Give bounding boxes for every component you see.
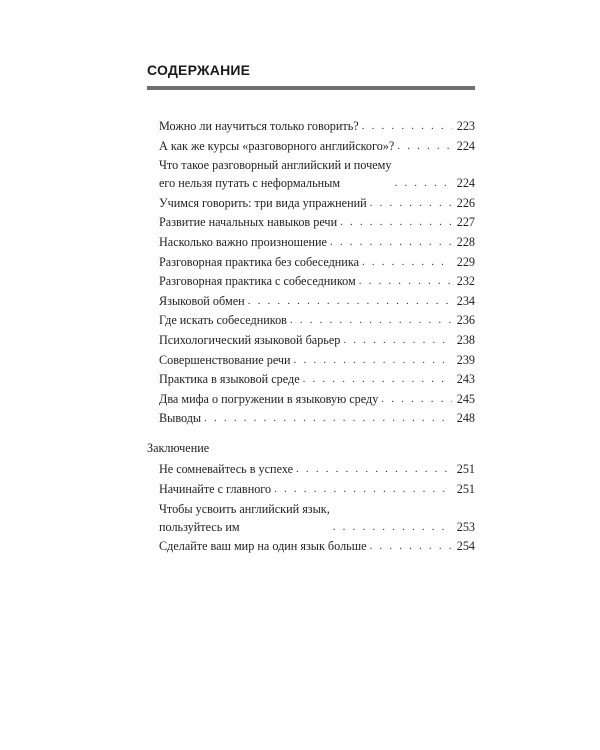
toc-entry	[147, 156, 475, 192]
toc-entry-title: Насколько важно произношение	[159, 234, 327, 249]
toc-entry	[147, 117, 475, 135]
toc-entry	[147, 370, 475, 388]
toc-leader-dots	[296, 460, 452, 478]
toc-entry	[147, 233, 475, 251]
toc-leader-dots	[274, 480, 452, 498]
toc-entry	[147, 460, 475, 478]
toc-entry	[147, 292, 475, 310]
toc-page-number: 251	[456, 462, 475, 477]
toc-section-title: Заключение	[147, 441, 210, 456]
toc-page-number: 238	[456, 332, 475, 347]
toc-entry	[147, 311, 475, 329]
toc-group-1	[147, 117, 475, 427]
toc-entry	[147, 213, 475, 231]
toc-leader-dots	[370, 537, 452, 555]
toc-entry-title: Сделайте ваш мир на один язык больше	[159, 539, 367, 554]
toc-entry	[147, 500, 475, 536]
toc-entry	[147, 253, 475, 271]
page-header-title: СОДЕРЖАНИЕ	[147, 62, 251, 78]
toc-entry-title: Что такое разговорный английский и почему его нельзя путать с неформальным	[159, 158, 392, 191]
toc-page-number: 226	[456, 195, 475, 210]
toc-page-number: 253	[456, 519, 475, 534]
toc-leader-dots	[303, 370, 452, 388]
toc-entry-title: Практика в языковой среде	[159, 372, 300, 387]
toc-entry	[147, 537, 475, 555]
toc-leader-dots	[290, 311, 452, 329]
header-rule	[147, 86, 475, 90]
toc-page-number: 232	[456, 274, 475, 289]
toc-entry	[147, 390, 475, 408]
toc-leader-dots	[204, 409, 452, 427]
toc-entry-title: Выводы	[159, 411, 202, 426]
toc-leader-dots	[248, 292, 452, 310]
toc-entry	[147, 409, 475, 427]
toc-entry-title: Учимся говорить: три вида упражнений	[159, 195, 367, 210]
toc-entry	[147, 272, 475, 290]
toc-page-number: 227	[456, 215, 475, 230]
toc-entry	[147, 480, 475, 498]
toc-leader-dots	[343, 331, 452, 349]
toc-page-number: 228	[456, 234, 475, 249]
toc-page-number: 229	[456, 254, 475, 269]
toc-page-number: 224	[456, 138, 475, 153]
toc-page-number: 234	[456, 293, 475, 308]
toc-entry-title: А как же курсы «разговорного английского»?	[159, 138, 395, 153]
toc-leader-dots	[362, 253, 452, 271]
toc-leader-dots	[394, 174, 452, 192]
toc-entry-title: Развитие начальных навыков речи	[159, 215, 338, 230]
toc-entry-title: Разговорная практика без собеседника	[159, 254, 359, 269]
toc-page-number: 245	[456, 391, 475, 406]
toc-page-number: 254	[456, 539, 475, 554]
toc-entry-title: Два мифа о погружении в языковую среду	[159, 391, 379, 406]
table-of-contents	[147, 117, 475, 557]
toc-leader-dots	[381, 390, 452, 408]
toc-entry-title: Разговорная практика с собеседником	[159, 274, 356, 289]
toc-page-number: 243	[456, 372, 475, 387]
toc-leader-dots	[330, 233, 452, 251]
toc-leader-dots	[362, 117, 452, 135]
toc-leader-dots	[370, 194, 452, 212]
toc-page-number: 248	[456, 411, 475, 426]
toc-entry-title: Можно ли научиться только говорить?	[159, 119, 359, 133]
toc-leader-dots	[397, 137, 452, 155]
toc-page-number: 224	[456, 176, 475, 191]
toc-entry-title: Не сомневайтесь в успехе	[159, 462, 294, 477]
toc-page-number: 223	[456, 119, 475, 133]
toc-leader-dots	[294, 351, 452, 369]
toc-entry	[147, 331, 475, 349]
toc-leader-dots	[359, 272, 452, 290]
toc-entry-title: Начинайте с главного	[159, 481, 272, 496]
toc-entry-title: Чтобы усвоить английский язык, пользуйтесь им	[159, 501, 330, 534]
toc-leader-dots	[333, 518, 452, 536]
toc-group-2	[147, 460, 475, 555]
toc-page-number: 251	[456, 481, 475, 496]
toc-leader-dots	[340, 213, 452, 231]
toc-entry	[147, 351, 475, 369]
toc-entry	[147, 194, 475, 212]
toc-entry-title: Языковой обмен	[159, 293, 245, 308]
toc-entry-title: Где искать собеседников	[159, 313, 287, 328]
toc-page-number: 239	[456, 352, 475, 367]
toc-page-number: 236	[456, 313, 475, 328]
toc-entry-title: Психологический языковой барьер	[159, 332, 341, 347]
toc-entry	[147, 137, 475, 155]
toc-entry-title: Совершенствование речи	[159, 352, 291, 367]
